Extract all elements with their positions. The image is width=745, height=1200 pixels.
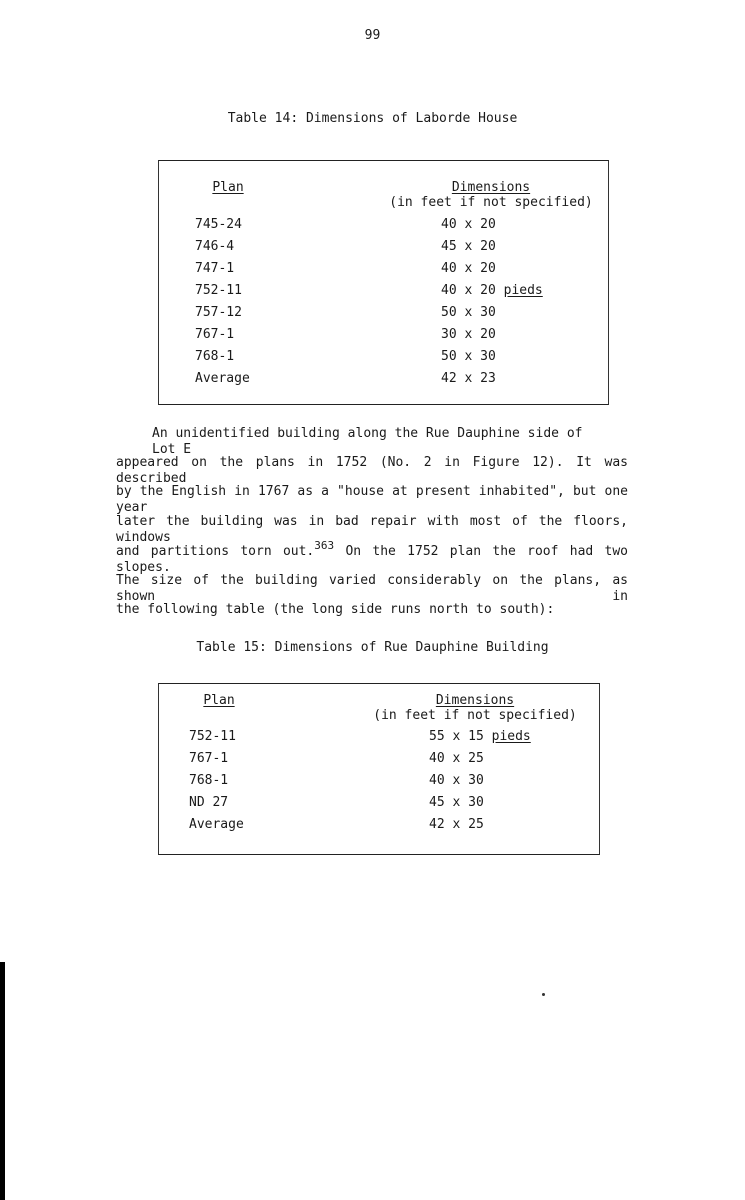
table-row (159, 280, 608, 302)
plan-cell: 747-1 (195, 261, 235, 276)
dimensions-value: 55 x 15 (429, 729, 484, 744)
dimensions-value: 45 x 20 (441, 239, 496, 254)
dimensions-cell (429, 792, 484, 814)
plan-cell: 767-1 (189, 751, 229, 766)
dimensions-value: 40 x 25 (429, 751, 484, 766)
table-14-header-dimensions (383, 180, 599, 210)
table-14-header-dim-sub: (in feet if not specified) (389, 195, 593, 210)
plan-cell: 746-4 (195, 239, 235, 254)
table-row (159, 792, 599, 814)
table-row (159, 236, 608, 258)
dimensions-value: 40 x 20 (441, 261, 496, 276)
table-row (159, 726, 599, 748)
paragraph-line: An unidentified building along the Rue Dauphine side of Lot E (152, 426, 583, 457)
table-15-header-dim-text: Dimensions (435, 693, 515, 708)
table-14-header-dim-text: Dimensions (451, 180, 531, 195)
dimensions-cell (429, 770, 484, 792)
plan-cell: Average (189, 817, 244, 832)
plan-cell: 752-11 (189, 729, 236, 744)
dimensions-value: 42 x 25 (429, 817, 484, 832)
dimensions-value: 50 x 30 (441, 349, 496, 364)
scan-speck (542, 993, 545, 996)
dimensions-value: 42 x 23 (441, 371, 496, 386)
paragraph-line (116, 539, 629, 576)
table-15-caption: Table 15: Dimensions of Rue Dauphine Building (196, 640, 549, 655)
dimensions-value: 50 x 30 (441, 305, 496, 320)
table-14-header-plan-text: Plan (212, 180, 244, 195)
dimensions-value: 40 x 20 (441, 217, 496, 232)
paragraph-line-text: and partitions torn out. (116, 544, 315, 559)
dimensions-cell (429, 726, 531, 748)
dimensions-cell (441, 258, 496, 280)
plan-cell: 768-1 (189, 773, 229, 788)
table-row (159, 814, 599, 836)
table-row (159, 214, 608, 236)
dimensions-value: 30 x 20 (441, 327, 496, 342)
dimensions-cell (441, 368, 496, 390)
plan-cell: ND 27 (189, 795, 229, 810)
table-row (159, 770, 599, 792)
dimensions-cell (429, 814, 484, 836)
dimensions-value: 40 x 20 (441, 283, 496, 298)
plan-cell: 757-12 (195, 305, 242, 320)
paragraph-line: The size of the building varied considerably on the plans, as shown in (116, 573, 628, 604)
plan-cell: 767-1 (195, 327, 235, 342)
table-15-header-plan-text: Plan (203, 693, 235, 708)
paragraph-line: appeared on the plans in 1752 (No. 2 in Figure 12). It was described (116, 455, 628, 486)
paragraph-line: later the building was in bad repair with most of the floors, windows (116, 514, 628, 545)
scan-edge-bar (0, 962, 5, 1200)
dimensions-value: 40 x 30 (429, 773, 484, 788)
table-row (159, 748, 599, 770)
table-14-header-plan (197, 180, 259, 195)
plan-cell: 752-11 (195, 283, 242, 298)
footnote-ref: 363 (314, 539, 335, 552)
table-row (159, 324, 608, 346)
plan-cell: 768-1 (195, 349, 235, 364)
paragraph-line: the following table (the long side runs north to south): (116, 602, 555, 617)
table-15 (158, 683, 600, 855)
paragraph-line-tail: On the 1752 plan the roof had two slopes. (116, 544, 629, 575)
dimensions-cell (441, 280, 543, 302)
table-row (159, 302, 608, 324)
dimensions-cell (441, 346, 496, 368)
table-15-header-plan (189, 693, 249, 708)
dimensions-value: 45 x 30 (429, 795, 484, 810)
dimensions-cell (441, 236, 496, 258)
table-row (159, 346, 608, 368)
table-15-header-dimensions (367, 693, 583, 723)
table-row (159, 368, 608, 390)
table-15-header-dim-sub: (in feet if not specified) (373, 708, 577, 723)
unit-label: pieds (503, 283, 543, 298)
paragraph-line: by the English in 1767 as a "house at present inhabited", but one year (116, 484, 628, 515)
unit-label: pieds (491, 729, 531, 744)
dimensions-cell (441, 214, 496, 236)
dimensions-cell (429, 748, 484, 770)
dimensions-cell (441, 324, 496, 346)
table-14 (158, 160, 609, 405)
plan-cell: Average (195, 371, 250, 386)
dimensions-cell (441, 302, 496, 324)
table-row (159, 258, 608, 280)
table-14-caption: Table 14: Dimensions of Laborde House (227, 111, 518, 126)
plan-cell: 745-24 (195, 217, 242, 232)
page-number: 99 (364, 28, 381, 43)
